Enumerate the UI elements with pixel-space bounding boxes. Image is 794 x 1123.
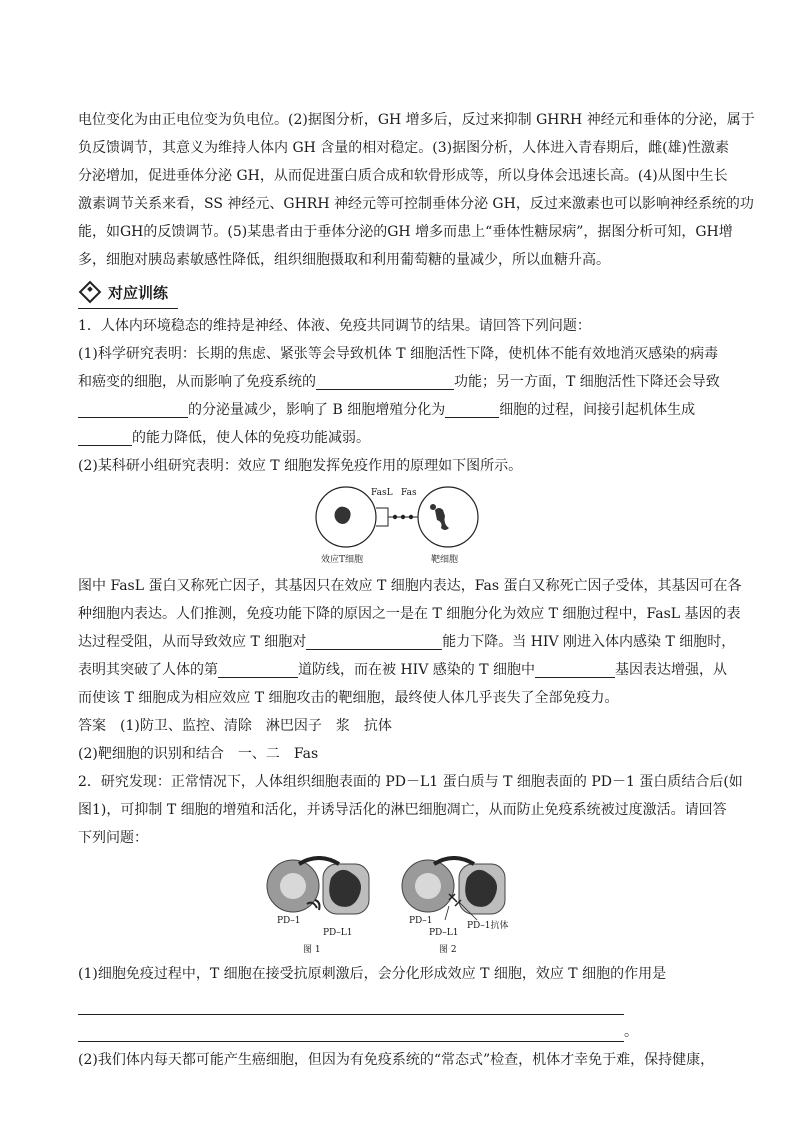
answer-line-row xyxy=(78,1015,718,1042)
question-stem: 1．人体内环境稳态的维持是神经、体液、免疫共同调节的结果。请回答下列问题： xyxy=(78,318,591,334)
fasl-figure xyxy=(313,484,483,568)
intro-line: 负反馈调节，其意义为维持人体内 GH 含量的相对稳定。(3)据图分析，人体进入青春期后，雌(雄)性激素 xyxy=(78,140,730,156)
fasl-diagram xyxy=(313,484,483,554)
question-text: (2)我们体内每天都可能产生癌细胞，但因为有免疫系统的“常态式”检查，机体才幸免于难，保持健康， xyxy=(78,1052,715,1068)
document-page xyxy=(78,106,755,1074)
answer-blank[interactable] xyxy=(445,399,499,418)
intro-line: 能，如GH的反馈调节。(5)某患者由于垂体分泌的GH 增多而患上“垂体性糖尿病”，据图分析可知，GH增 xyxy=(78,224,733,240)
figure-1-caption: 图 1 xyxy=(303,945,321,955)
question-text: (1)细胞免疫过程中，T 细胞在接受抗原刺激后，会分化形成效应 T 细胞，效应 T 细胞的作用是 xyxy=(78,966,667,982)
period-mark: 。 xyxy=(624,1024,638,1040)
question-text: 而使该 T 细胞成为相应效应 T 细胞攻击的靶细胞，最终使人体几乎丧失了全部免疫力。 xyxy=(78,690,619,706)
intro-line: 激素调节关系来看，SS 神经元、GHRH 神经元等可控制垂体分泌 GH，反过来激素也可以影响神经系统的功 xyxy=(78,196,754,212)
pd1-label: PD–1 xyxy=(409,916,433,926)
answer-blank[interactable] xyxy=(78,427,132,446)
intro-line: 多，细胞对胰岛素敏感性降低，组织细胞摄取和利用葡萄糖的量减少，所以血糖升高。 xyxy=(78,252,610,268)
fas-label: Fas xyxy=(401,488,417,498)
question-text: 和癌变的细胞，从而影响了免疫系统的 功能；另一方面，T 细胞活性下降还会导致 xyxy=(78,368,718,396)
question-text: 种细胞内表达。人们推测，免疫功能下降的原因之一是在 T 细胞分化为效应 T 细胞过程中，FasL 基因的表 xyxy=(78,606,741,622)
effector-t-cell-label: 效应T细胞 xyxy=(321,555,364,565)
target-cell-label: 靶细胞 xyxy=(431,555,459,565)
figure-2 xyxy=(402,858,505,920)
question-1 xyxy=(78,312,742,768)
pd1-figures xyxy=(263,856,533,954)
answer-blank[interactable] xyxy=(535,659,615,678)
question-stem: 图1)，可抑制 T 细胞的增殖和活化，并诱导活化的淋巴细胞凋亡，从而防止免疫系统被过度激活。请回答 xyxy=(78,802,727,818)
answer-line[interactable] xyxy=(78,988,624,1015)
section-header xyxy=(78,278,718,306)
question-text: 表明其突破了人体的第 道防线，而在被 HIV 感染的 T 细胞中 基因表达增强，从 xyxy=(78,656,718,684)
answer-line[interactable] xyxy=(78,1015,624,1042)
question-text: 达过程受阻，从而导致效应 T 细胞对 能力下降。当 HIV 刚进入体内感染 T 细胞时， xyxy=(78,628,718,656)
fasl-label: FasL xyxy=(371,488,393,498)
question-stem: 下列问题： xyxy=(78,830,148,846)
answer-text: 答案 (1)防卫、监控、清除 淋巴因子 浆 抗体 xyxy=(78,718,392,734)
intro-line: 电位变化为由正电位变为负电位。(2)据图分析，GH 增多后，反过来抑制 GHRH 神经元和垂体的分泌，属于 xyxy=(78,112,755,128)
question-text: (2)某科研小组研究表明：效应 T 细胞发挥免疫作用的原理如下图所示。 xyxy=(78,458,523,474)
answer-blank[interactable] xyxy=(316,371,454,390)
question-text: 的分泌量减少，影响了 B 细胞增殖分化为 细胞的过程，间接引起机体生成 xyxy=(78,396,718,424)
question-2 xyxy=(78,768,743,1074)
question-text: 的能力降低，使人体的免疫功能减弱。 xyxy=(78,424,718,452)
question-text: 图中 FasL 蛋白又称死亡因子，其基因只在效应 T 细胞内表达，Fas 蛋白又称死亡因子受体，其基因可在各 xyxy=(78,578,742,594)
diamond-icon xyxy=(79,281,102,304)
question-stem: 2．研究发现：正常情况下，人体组织细胞表面的 PD－L1 蛋白质与 T 细胞表面的 PD－1 蛋白质结合后(如 xyxy=(78,774,743,790)
answer-blank[interactable] xyxy=(78,399,188,418)
pdl1-label: PD–L1 xyxy=(323,928,353,938)
answer-blank[interactable] xyxy=(306,631,442,650)
question-text: (1)科学研究表明：长期的焦虑、紧张等会导致机体 T 细胞活性下降，使机体不能有效地消灭感染的病毒 xyxy=(78,346,719,362)
intro-line: 分泌增加，促进垂体分泌 GH，从而促进蛋白质合成和软骨形成等，所以身体会迅速长高。(4)从图中生长 xyxy=(78,168,728,184)
section-underline xyxy=(78,308,178,309)
antibody-label: PD–1抗体 xyxy=(467,921,509,931)
pd1-label: PD–1 xyxy=(277,916,301,926)
pdl1-label: PD–L1 xyxy=(429,928,459,938)
intro-paragraph xyxy=(78,106,755,274)
answer-text: (2)靶细胞的识别和结合 一、二 Fas xyxy=(78,746,319,762)
figure-1 xyxy=(267,858,369,914)
answer-blank[interactable] xyxy=(218,659,298,678)
figure-2-caption: 图 2 xyxy=(439,945,457,955)
section-title: 对应训练 xyxy=(108,283,169,302)
pd1-diagram xyxy=(263,856,533,954)
